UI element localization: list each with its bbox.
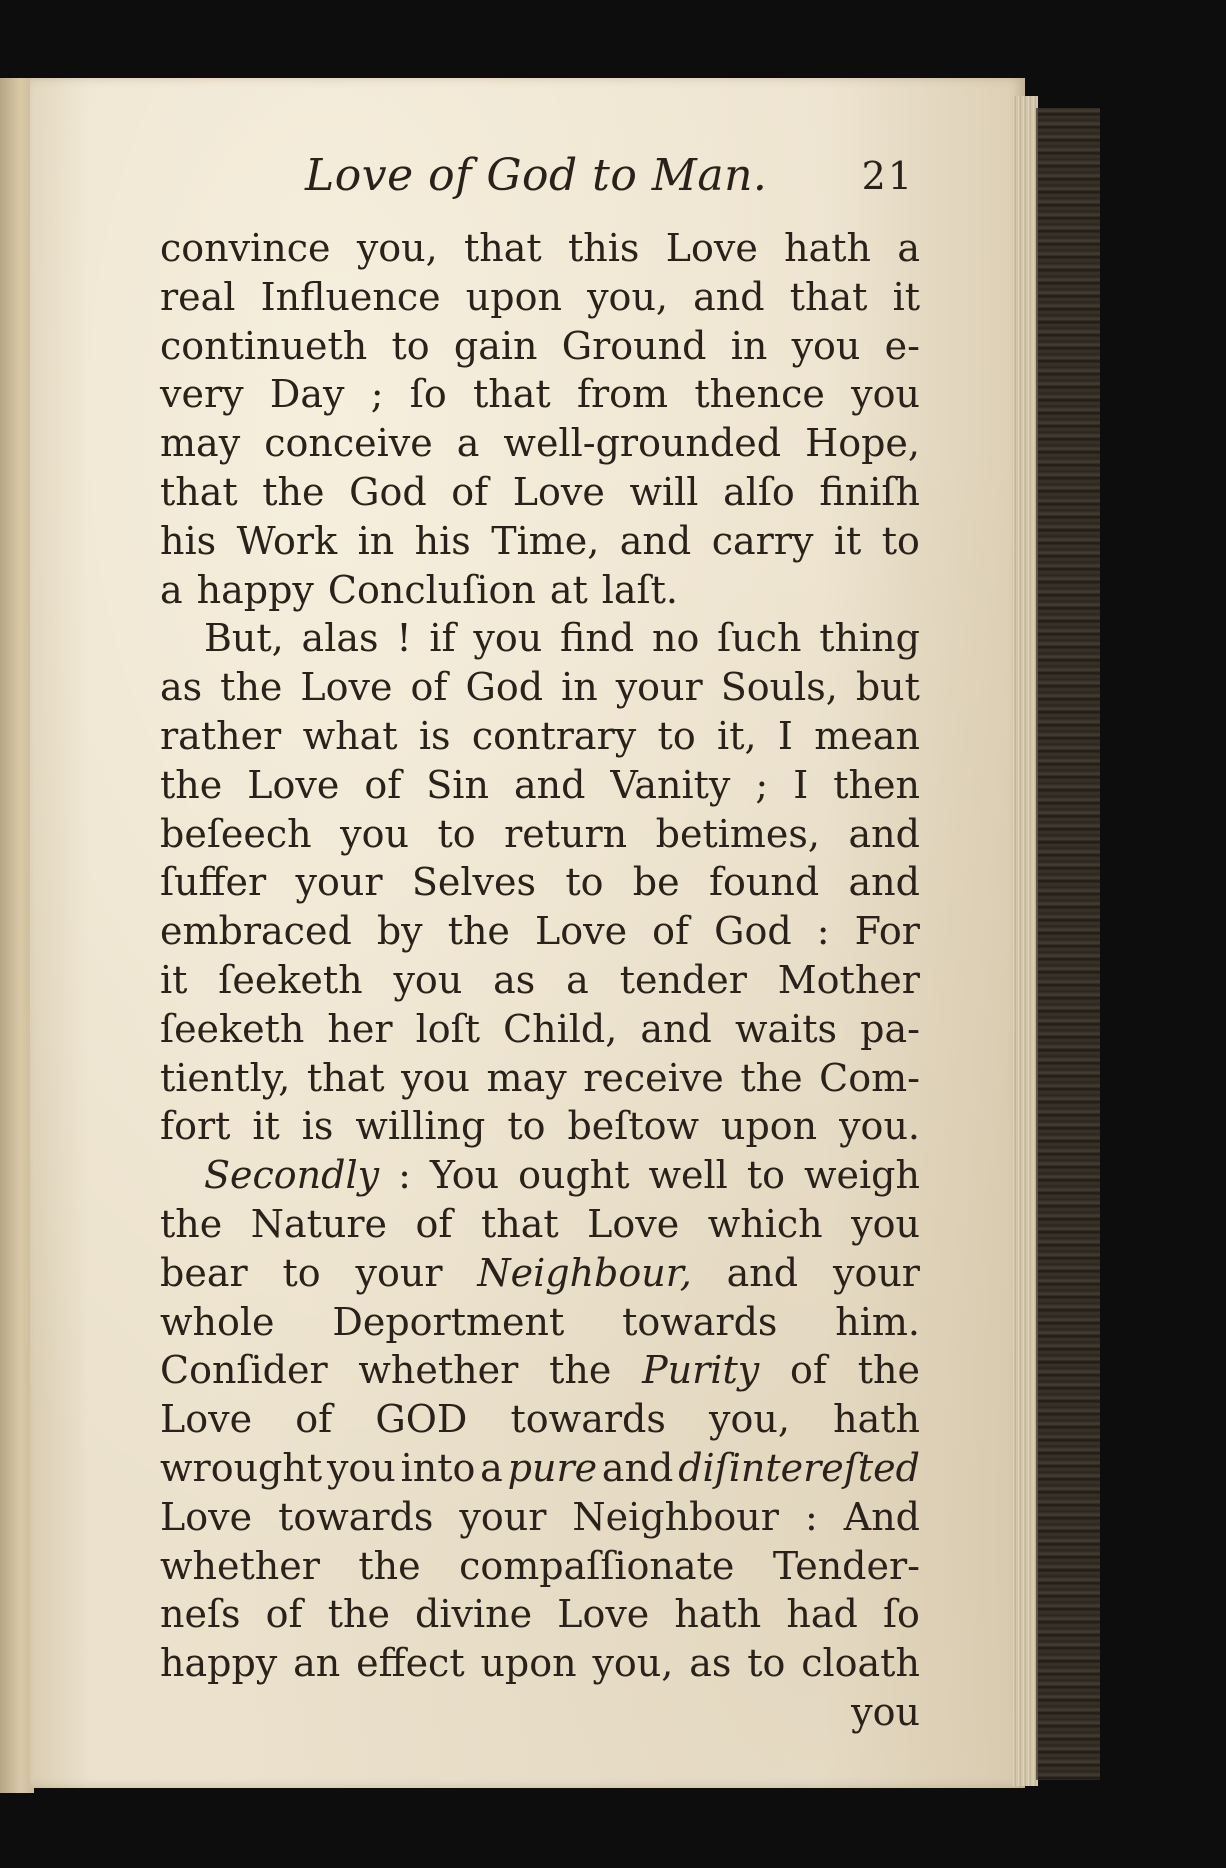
word: and bbox=[848, 811, 920, 856]
word: Love bbox=[557, 1592, 650, 1637]
word: loſt bbox=[415, 1006, 480, 1051]
word: the bbox=[327, 1592, 390, 1637]
word: Sin bbox=[426, 762, 489, 807]
word: to bbox=[746, 1153, 785, 1198]
word: carry bbox=[711, 518, 814, 563]
word: alas bbox=[301, 616, 379, 661]
word: conceive bbox=[264, 421, 433, 466]
text-line bbox=[160, 1395, 920, 1444]
word: the bbox=[447, 909, 510, 954]
word: of bbox=[265, 1592, 303, 1637]
word: is bbox=[301, 1104, 334, 1149]
word: a bbox=[160, 567, 183, 612]
page-edges bbox=[1012, 96, 1038, 1786]
word: ! bbox=[396, 616, 412, 661]
word: betimes, bbox=[655, 811, 820, 856]
word: Neighbour, bbox=[477, 1250, 692, 1295]
word: of bbox=[789, 1348, 827, 1393]
word: And bbox=[843, 1494, 920, 1539]
word: willing bbox=[355, 1104, 486, 1149]
word: Nature bbox=[250, 1201, 388, 1246]
word: and bbox=[640, 1006, 712, 1051]
word: it bbox=[833, 518, 862, 563]
word: you bbox=[851, 372, 920, 417]
word: Love bbox=[160, 1397, 253, 1442]
word: bear bbox=[160, 1250, 248, 1295]
word: the bbox=[160, 1201, 223, 1246]
word: you, bbox=[587, 274, 668, 319]
word: the bbox=[549, 1348, 612, 1393]
word: you bbox=[401, 1055, 470, 1100]
word: hath bbox=[784, 226, 871, 270]
word: ; bbox=[370, 372, 384, 417]
page-number: 21 bbox=[861, 154, 914, 198]
text-line bbox=[160, 907, 920, 956]
word: Tender- bbox=[772, 1543, 920, 1588]
word: But, bbox=[204, 616, 284, 661]
word: thence bbox=[694, 372, 825, 417]
word: may bbox=[486, 1055, 567, 1100]
word: by bbox=[376, 909, 423, 954]
word: you, bbox=[709, 1397, 790, 1442]
word: a bbox=[456, 421, 480, 466]
word: him. bbox=[835, 1299, 920, 1344]
word: tiently, bbox=[160, 1055, 291, 1100]
word: and bbox=[726, 1250, 799, 1295]
word: upon bbox=[720, 1104, 818, 1149]
word: very bbox=[160, 372, 244, 417]
word: this bbox=[568, 226, 640, 270]
word: Day bbox=[269, 372, 345, 417]
word: as bbox=[689, 1641, 732, 1686]
word: Purity bbox=[642, 1348, 760, 1393]
word: happy bbox=[196, 567, 314, 612]
word: it bbox=[252, 1104, 280, 1149]
text-line bbox=[160, 761, 920, 810]
word: and bbox=[619, 518, 692, 563]
book-binding bbox=[1036, 108, 1100, 1780]
text-line bbox=[160, 1444, 920, 1493]
word: Love bbox=[587, 1201, 680, 1246]
word: the bbox=[160, 762, 223, 807]
word: to bbox=[747, 1641, 786, 1686]
word: Hope, bbox=[805, 421, 920, 466]
text-line bbox=[160, 1542, 920, 1591]
word: his bbox=[414, 518, 471, 563]
word: to bbox=[391, 323, 430, 368]
word: her bbox=[327, 1006, 393, 1051]
word: fort bbox=[160, 1104, 231, 1149]
word: Mother bbox=[777, 957, 920, 1002]
word: at bbox=[549, 567, 588, 612]
word: then bbox=[833, 762, 920, 807]
word: pure bbox=[507, 1445, 598, 1490]
word: Conſider bbox=[160, 1348, 328, 1393]
text-line bbox=[160, 614, 920, 663]
word: God bbox=[349, 469, 427, 514]
word: ; bbox=[755, 762, 769, 807]
word: and bbox=[848, 860, 920, 905]
running-title: Love of God to Man. bbox=[305, 150, 768, 201]
word: Influence bbox=[260, 274, 441, 319]
text-line bbox=[160, 712, 920, 761]
word: it bbox=[160, 957, 188, 1002]
word: embraced bbox=[160, 909, 352, 954]
word: will bbox=[629, 469, 699, 514]
word: of bbox=[364, 762, 402, 807]
word: beſtow bbox=[567, 1104, 699, 1149]
word: gain bbox=[453, 323, 538, 368]
word: mean bbox=[814, 713, 920, 758]
word: you bbox=[393, 957, 463, 1002]
word: of bbox=[295, 1397, 333, 1442]
word: your bbox=[355, 1250, 443, 1295]
word: Ground bbox=[561, 323, 707, 368]
word: receive bbox=[583, 1055, 724, 1100]
word: upon bbox=[465, 274, 562, 319]
text-line bbox=[160, 566, 920, 615]
word: waits bbox=[734, 1006, 838, 1051]
word: which bbox=[707, 1201, 823, 1246]
word: as bbox=[160, 665, 203, 710]
word: find bbox=[560, 616, 635, 661]
word: ſeeketh bbox=[218, 957, 363, 1002]
text-line bbox=[160, 370, 920, 419]
word: Time, bbox=[491, 518, 600, 563]
word: if bbox=[429, 616, 456, 661]
word: pa- bbox=[860, 1006, 920, 1051]
word: whole bbox=[160, 1299, 275, 1344]
word: of bbox=[652, 909, 690, 954]
word: God bbox=[465, 665, 544, 710]
word: ſuffer bbox=[160, 860, 267, 905]
word: of bbox=[415, 1201, 453, 1246]
word: effect bbox=[356, 1641, 465, 1686]
text-line bbox=[160, 1249, 920, 1298]
word: Work bbox=[236, 518, 338, 563]
word: in bbox=[730, 323, 768, 368]
text-line bbox=[160, 810, 920, 859]
text-line bbox=[160, 956, 920, 1005]
text-line bbox=[160, 1688, 920, 1737]
text-line bbox=[160, 1590, 920, 1639]
text-line bbox=[160, 858, 920, 907]
text-line bbox=[160, 1346, 920, 1395]
word: You bbox=[429, 1153, 500, 1198]
word: you bbox=[473, 616, 543, 661]
word: but bbox=[855, 665, 920, 710]
word: in bbox=[357, 518, 395, 563]
word: Love bbox=[512, 469, 605, 514]
word: : bbox=[816, 909, 830, 954]
word: : bbox=[398, 1153, 411, 1198]
word: that bbox=[160, 469, 238, 514]
word: neſs bbox=[160, 1592, 241, 1637]
page-text-block bbox=[160, 150, 920, 1737]
word: to bbox=[881, 518, 920, 563]
word: ſo bbox=[882, 1592, 920, 1637]
word: Com- bbox=[819, 1055, 920, 1100]
word: Love bbox=[665, 226, 758, 270]
word: ſeeketh bbox=[160, 1006, 305, 1051]
word: beſeech bbox=[160, 811, 312, 856]
word: Love bbox=[247, 762, 340, 807]
word: as bbox=[493, 957, 536, 1002]
word: you bbox=[340, 811, 409, 856]
text-line bbox=[160, 419, 920, 468]
word: of bbox=[410, 665, 448, 710]
word: towards bbox=[510, 1397, 666, 1442]
word: that bbox=[473, 372, 551, 417]
text-line bbox=[160, 1493, 920, 1542]
word: the bbox=[262, 469, 325, 514]
word: you, bbox=[592, 1641, 674, 1686]
word: towards bbox=[278, 1494, 434, 1539]
word: be bbox=[632, 860, 680, 905]
word: you bbox=[851, 1689, 920, 1734]
word: return bbox=[504, 811, 628, 856]
text-line bbox=[160, 322, 920, 371]
word: to bbox=[437, 811, 476, 856]
word: towards bbox=[622, 1299, 778, 1344]
word: you bbox=[851, 1201, 920, 1246]
word: may bbox=[160, 421, 241, 466]
word: to bbox=[565, 860, 604, 905]
page-header bbox=[160, 150, 920, 212]
word: For bbox=[854, 909, 920, 954]
body-text bbox=[160, 224, 920, 1737]
text-line bbox=[160, 273, 920, 322]
text-line bbox=[160, 1102, 920, 1151]
text-line bbox=[160, 1005, 920, 1054]
text-line bbox=[160, 1639, 920, 1688]
word: whether bbox=[160, 1543, 320, 1588]
word: alſo bbox=[723, 469, 795, 514]
word: finiſh bbox=[819, 469, 920, 514]
word: his bbox=[160, 518, 217, 563]
word: whether bbox=[358, 1348, 519, 1393]
word: Souls, bbox=[720, 665, 838, 710]
word: what bbox=[302, 713, 398, 758]
word: divine bbox=[415, 1592, 533, 1637]
text-line bbox=[160, 1200, 920, 1249]
word: Love bbox=[300, 665, 393, 710]
text-line bbox=[160, 224, 920, 273]
word: to bbox=[507, 1104, 546, 1149]
word: wrought bbox=[160, 1445, 323, 1490]
word: a bbox=[897, 226, 920, 270]
word: well-grounded bbox=[503, 421, 782, 466]
word: the bbox=[740, 1055, 803, 1100]
word: that bbox=[306, 1055, 385, 1100]
word: your bbox=[459, 1494, 547, 1539]
word: the bbox=[857, 1348, 920, 1393]
word: in bbox=[561, 665, 598, 710]
word: and bbox=[693, 274, 765, 319]
word: compaſſionate bbox=[459, 1543, 735, 1588]
word: real bbox=[160, 274, 236, 319]
word: an bbox=[293, 1641, 341, 1686]
word: Love bbox=[534, 909, 628, 954]
word: Love bbox=[160, 1494, 253, 1539]
word: it bbox=[892, 274, 920, 319]
word: from bbox=[576, 372, 669, 417]
word: weigh bbox=[803, 1153, 920, 1198]
word: GOD bbox=[375, 1397, 468, 1442]
word: e- bbox=[884, 323, 920, 368]
word: diſintereſted bbox=[678, 1445, 920, 1490]
word: thing bbox=[819, 616, 920, 661]
word: a bbox=[480, 1445, 503, 1490]
word: your bbox=[832, 1250, 920, 1295]
text-line bbox=[160, 1298, 920, 1347]
word: of bbox=[451, 469, 489, 514]
previous-page-edge bbox=[0, 78, 34, 1793]
word: into bbox=[400, 1445, 476, 1490]
word: the bbox=[220, 665, 283, 710]
word: that bbox=[464, 226, 542, 270]
word: Secondly bbox=[204, 1153, 380, 1198]
word: you. bbox=[839, 1104, 920, 1149]
word: : bbox=[804, 1494, 818, 1539]
word: your bbox=[295, 860, 383, 905]
word: to bbox=[657, 713, 696, 758]
word: hath bbox=[674, 1592, 762, 1637]
word: the bbox=[358, 1543, 421, 1588]
text-line bbox=[160, 663, 920, 712]
word: convince bbox=[160, 226, 331, 270]
word: contrary bbox=[471, 713, 637, 758]
word: I bbox=[793, 762, 809, 807]
word: it, bbox=[717, 713, 757, 758]
text-line bbox=[160, 1054, 920, 1103]
word: you bbox=[326, 1445, 396, 1490]
word: happy bbox=[160, 1641, 278, 1686]
word: is bbox=[418, 713, 451, 758]
word: Selves bbox=[411, 860, 536, 905]
word: I bbox=[777, 713, 793, 758]
word: laſt. bbox=[601, 567, 678, 612]
word: rather bbox=[160, 713, 282, 758]
word: tender bbox=[619, 957, 747, 1002]
word: you, bbox=[356, 226, 438, 270]
word: that bbox=[481, 1201, 559, 1246]
word: Vanity bbox=[610, 762, 731, 807]
word: ought bbox=[518, 1153, 630, 1198]
word: ſuch bbox=[717, 616, 802, 661]
word: Deportment bbox=[332, 1299, 565, 1344]
text-line bbox=[160, 517, 920, 566]
word: well bbox=[648, 1153, 728, 1198]
text-line bbox=[160, 1151, 920, 1200]
word: Child, bbox=[503, 1006, 618, 1051]
word: cloath bbox=[801, 1641, 920, 1686]
word: to bbox=[282, 1250, 321, 1295]
word: you bbox=[791, 323, 861, 368]
word: God bbox=[714, 909, 792, 954]
word: Concluſion bbox=[327, 567, 536, 612]
word: your bbox=[615, 665, 703, 710]
word: upon bbox=[480, 1641, 577, 1686]
word: a bbox=[566, 957, 589, 1002]
word: ſo bbox=[409, 372, 447, 417]
word: hath bbox=[833, 1397, 920, 1442]
word: had bbox=[786, 1592, 858, 1637]
word: found bbox=[708, 860, 820, 905]
word: Neighbour bbox=[572, 1494, 779, 1539]
word: no bbox=[651, 616, 700, 661]
word: continueth bbox=[160, 323, 368, 368]
word: and bbox=[601, 1445, 674, 1490]
text-line bbox=[160, 468, 920, 517]
word: that bbox=[789, 274, 868, 319]
word: and bbox=[513, 762, 586, 807]
